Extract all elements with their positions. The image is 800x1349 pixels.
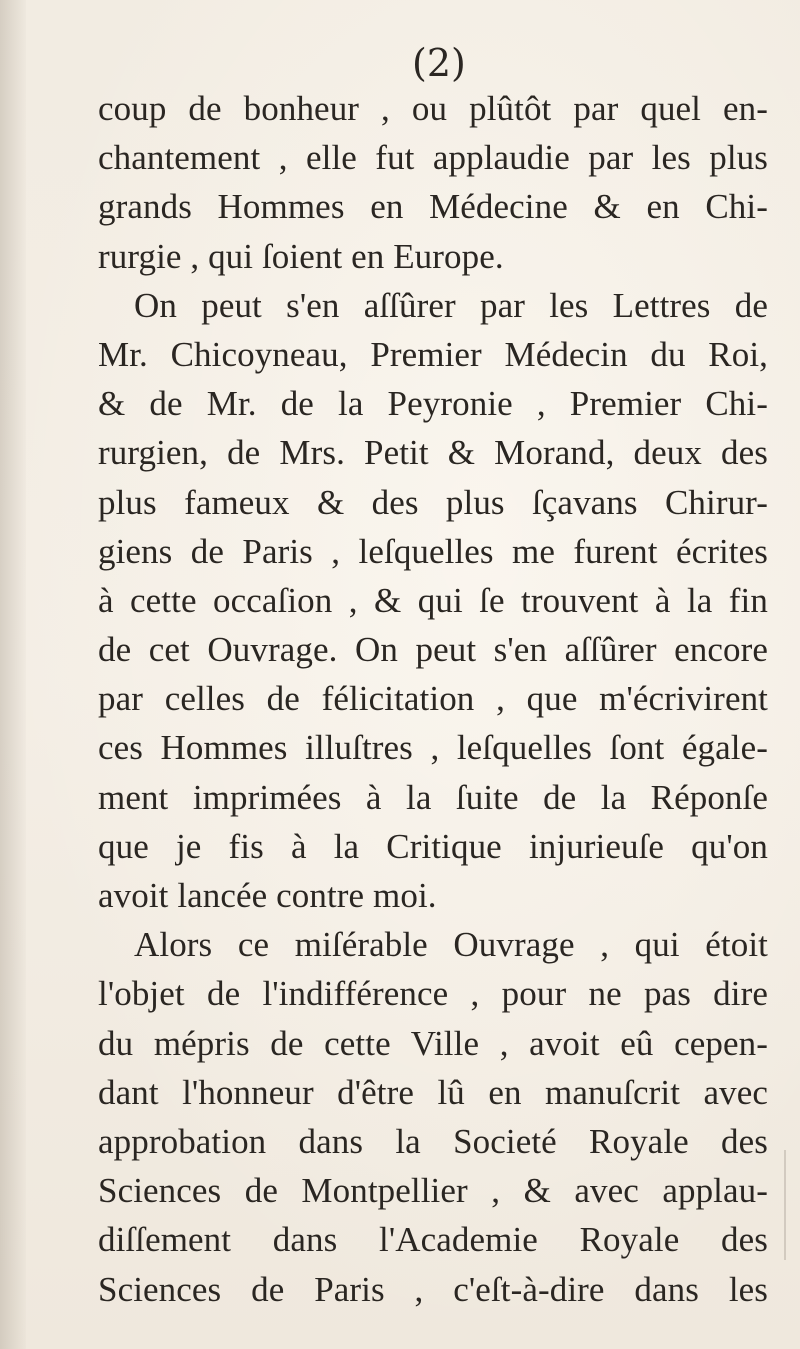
text-line-11: à cette occaſion , & qui ſe trouvent à la fin xyxy=(98,580,768,620)
text-line-3: grands Hommes en Médecine & en Chi- xyxy=(98,187,768,227)
text-line-17: avoit lancée contre moi. xyxy=(98,876,437,915)
text-line-13: par celles de félicitation , que m'écrivirent xyxy=(98,679,768,719)
page-gutter-shadow xyxy=(0,0,26,1349)
text-line-10: giens de Paris , leſquelles me furent écrites xyxy=(98,531,768,571)
text-line-14: ces Hommes illuſtres , leſquelles ſont égale- xyxy=(98,728,768,768)
text-line-24: diſſement dans l'Academie Royale des xyxy=(98,1220,768,1260)
page-edge-mark xyxy=(784,1150,786,1260)
text-line-7: & de Mr. de la Peyronie , Premier Chi- xyxy=(98,384,768,424)
text-line-16: que je fis à la Critique injurieuſe qu'on xyxy=(98,826,768,866)
text-line-5: On peut s'en aſſûrer par les Lettres de xyxy=(134,285,768,325)
text-line-20: du mépris de cette Ville , avoit eû cepen- xyxy=(98,1023,768,1063)
text-line-25: Sciences de Paris , c'eſt-à-dire dans les xyxy=(98,1269,768,1309)
text-line-8: rurgien, de Mrs. Petit & Morand, deux des xyxy=(98,433,768,473)
text-line-18: Alors ce miſérable Ouvrage , qui étoit xyxy=(134,925,768,965)
text-line-9: plus fameux & des plus ſçavans Chirur- xyxy=(98,482,768,522)
page-number: (2) xyxy=(412,41,466,85)
text-line-23: Sciences de Montpellier , & avec applau- xyxy=(98,1171,768,1211)
text-line-6: Mr. Chicoyneau, Premier Médecin du Roi, xyxy=(98,334,768,374)
text-line-12: de cet Ouvrage. On peut s'en aſſûrer encore xyxy=(98,630,768,670)
text-line-2: chantement , elle fut applaudie par les plus xyxy=(98,138,768,178)
text-line-4: rurgie , qui ſoient en Europe. xyxy=(98,236,504,276)
text-line-15: ment imprimées à la ſuite de la Réponſe xyxy=(98,777,768,817)
body-text xyxy=(98,84,768,1314)
text-line-1: coup de bonheur , ou plûtôt par quel en- xyxy=(98,89,768,128)
text-line-21: dant l'honneur d'être lû en manuſcrit avec xyxy=(98,1072,768,1112)
text-line-19: l'objet de l'indifférence , pour ne pas dire xyxy=(98,974,768,1014)
text-line-22: approbation dans la Societé Royale des xyxy=(98,1121,768,1161)
